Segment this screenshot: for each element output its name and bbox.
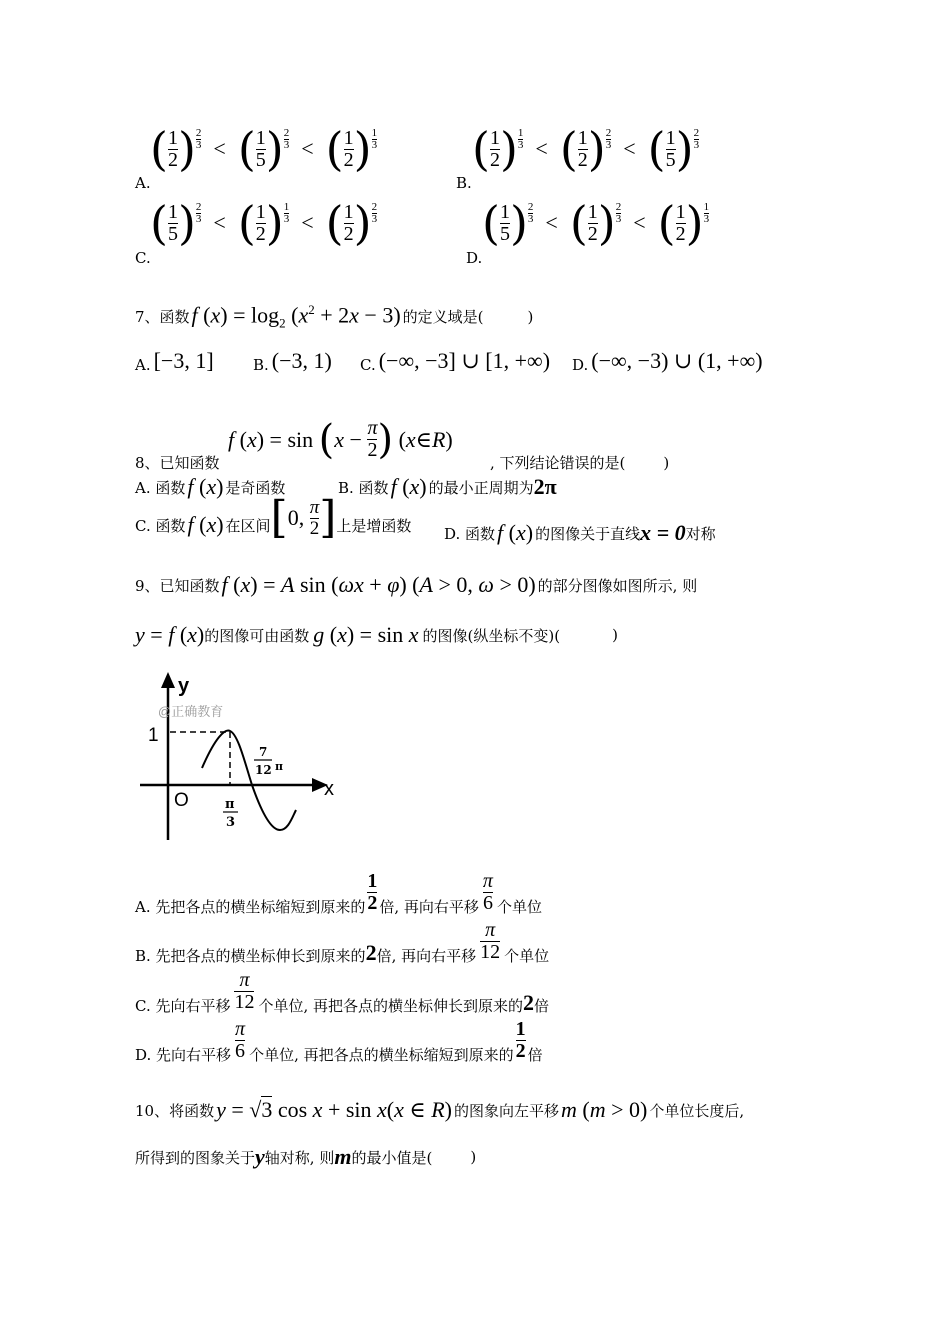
- q8-option-d: D. 函数 f (x) 的图像关于直线 x = 0 对称: [444, 520, 716, 545]
- q8-option-b: B. 函数 f (x) 的最小正周期为 2π: [338, 474, 557, 499]
- sine-graph: [130, 668, 350, 843]
- tick-pi: π: [275, 760, 284, 773]
- option-c-label: C.: [135, 249, 151, 267]
- q9-option-b: B. 先把各点的横坐标伸长到原来的 2 倍, 再向右平移 $\frac{\pi}{12}$ 个单位: [135, 918, 550, 965]
- q8-function: f ( x ) = sin ( x − $\frac{\pi}{2}$ ) ( x ∈ R ): [228, 416, 453, 463]
- q7-option-a: A. [−3, 1]: [135, 348, 214, 374]
- sine-curve: [202, 730, 296, 830]
- question-9-line1: 9、已知函数 f (x) = A sin (ωx + φ) (A > 0, ω > 0) 的部分图像如图所示, 则: [135, 572, 698, 597]
- watermark: @正确教育: [158, 704, 224, 719]
- q8-option-c: C. 函数 f (x) 在区间 [ 0, $\frac{\pi}{2}$ ] 上是增函数: [135, 492, 412, 543]
- q7-prefix: 7、函数: [135, 308, 190, 327]
- q9-option-d: D. 先向右平移 $\frac{\pi}{6}$ 个单位, 再把各点的横坐标缩短到原来的 $\frac{1}{2}$ 倍: [135, 1018, 543, 1064]
- question-10-line2: 所得到的图象关于 y 轴对称, 则 m 的最小值是( ): [135, 1144, 477, 1169]
- y-axis-arrow: [161, 672, 175, 688]
- q7-option-d: D. (−∞, −3) ∪ (1, +∞): [572, 348, 763, 374]
- q8-suffix-row: , 下列结论错误的是( ): [490, 453, 670, 472]
- option-c-expression: ( $\frac{1}{5}$ ) 2 3 < ( $\frac{1}{2}$ ) 1 3 < ( $\frac{1}{2}$ ) 2 3: [150, 196, 378, 250]
- option-a-label: A.: [135, 174, 151, 192]
- origin-label: O: [174, 790, 189, 811]
- tick-num: 7: [259, 745, 268, 759]
- option-a-expression: ( $\frac{1}{2}$ ) 2 3 < ( $\frac{1}{5}$ ) 2 3 < ( $\frac{1}{2}$ ) 1 3: [150, 122, 378, 176]
- q7-function: f $(x) = \log_2 (x^2 + 2x - 3)$: [191, 302, 401, 331]
- one-label: 1: [148, 725, 159, 746]
- pi3-den: 3: [226, 815, 236, 830]
- pi3-num: π: [225, 797, 235, 812]
- question-10-line1: 10、将函数 y = √3 cos x + sin x(x ∈ R) 的图象向左平移 m (m > 0) 个单位长度后,: [135, 1097, 745, 1122]
- tick-den: 12: [255, 763, 272, 777]
- question-7: [135, 302, 533, 332]
- question-9-line2: y = f (x) 的图像可由函数 g (x) = sin x 的图像(纵坐标不变)( ): [135, 622, 618, 647]
- option-d-expression: ( $\frac{1}{5}$ ) 2 3 < ( $\frac{1}{2}$ ) 2 3 < ( $\frac{1}{2}$ ) 1 3: [482, 196, 710, 250]
- q7-close: ): [527, 307, 534, 326]
- option-d-label: D.: [466, 249, 483, 267]
- q7-option-b: B. (−3, 1): [253, 348, 332, 374]
- q9-option-c: C. 先向右平移 $\frac{\pi}{12}$ 个单位, 再把各点的横坐标伸长到原来的 2 倍: [135, 968, 550, 1015]
- q8-prefix: 8、已知函数: [135, 454, 220, 472]
- y-axis-label: y: [178, 675, 190, 697]
- option-b-expression: ( $\frac{1}{2}$ ) 1 3 < ( $\frac{1}{2}$ ) 2 3 < ( $\frac{1}{5}$ ) 2 3: [472, 122, 700, 176]
- x-axis-label: x: [324, 778, 334, 800]
- q7-option-c: C. (−∞, −3] ∪ [1, +∞): [360, 348, 551, 374]
- q9-option-a: A. 先把各点的横坐标缩短到原来的 $\frac{1}{2}$ 倍, 再向右平移 $\frac{\pi}{6}$ 个单位: [135, 870, 542, 916]
- q7-suffix: 的定义域是(: [402, 308, 484, 327]
- option-b-label: B.: [456, 174, 472, 192]
- q8-option-a: A. 函数 f (x) 是奇函数: [135, 474, 286, 499]
